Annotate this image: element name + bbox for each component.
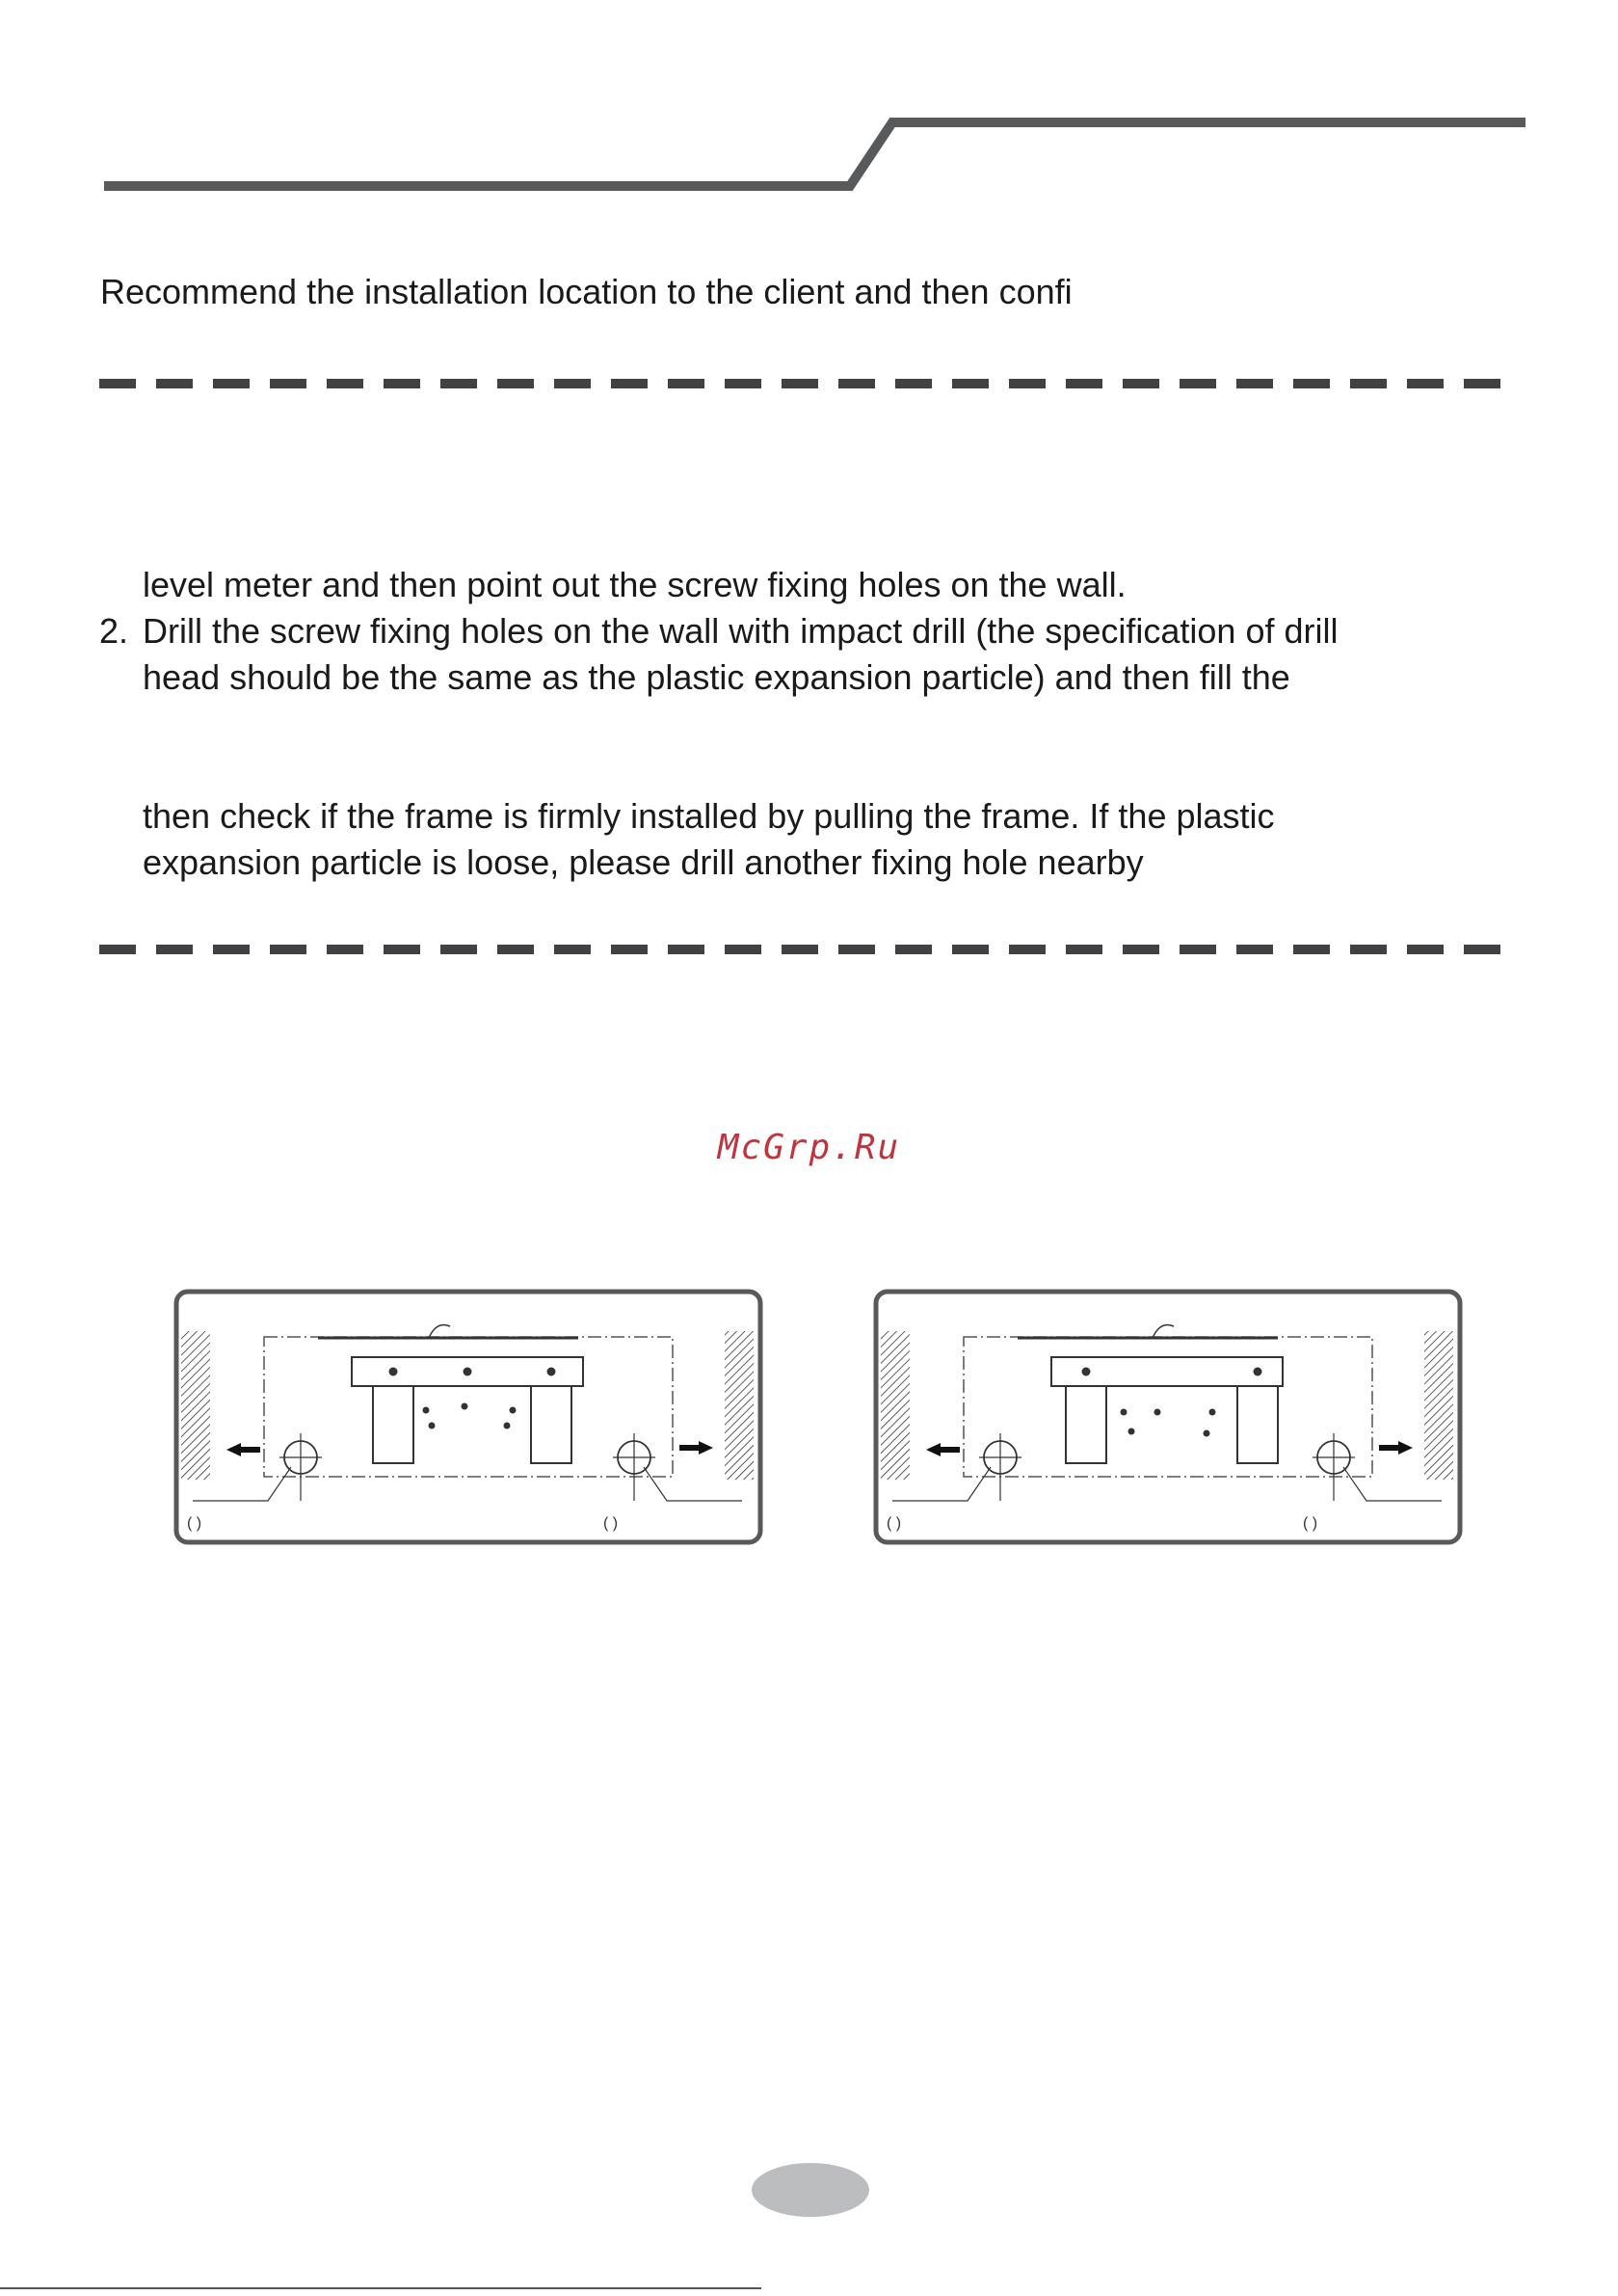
intro-text: Recommend the installation location to the client and then confi: [100, 272, 1073, 311]
wall-right-icon: [725, 1331, 754, 1480]
figure-right-label-right: ( ): [1303, 1515, 1318, 1532]
figure-right-installation-diagram: [873, 1289, 1463, 1545]
dashed-divider-top: [99, 379, 1516, 388]
step2-line1: Drill the screw fixing holes on the wall with impact drill (the specification of drill: [143, 611, 1339, 651]
step3-line2: expansion particle is loose, please drill another fixing hole nearby: [143, 842, 1144, 882]
dashed-divider-bottom: [99, 945, 1516, 954]
page-number-oval: [752, 2163, 869, 2217]
step2-line2: head should be the same as the plastic expansion particle) and then fill the: [143, 657, 1290, 697]
footer-rule: [0, 2287, 761, 2289]
figure-left-label-right: ( ): [603, 1515, 619, 1532]
wall-left-icon: [181, 1331, 210, 1480]
figure-right-label-left: ( ): [887, 1515, 902, 1532]
wall-right-icon: [1424, 1331, 1453, 1480]
figure-left-label-left: ( ): [187, 1515, 202, 1532]
step2-number: 2.: [99, 611, 129, 651]
header-rule: [0, 0, 1618, 212]
figure-left-installation-diagram: [173, 1289, 763, 1545]
step1-continuation: level meter and then point out the screw fixing holes on the wall.: [143, 565, 1127, 604]
step3-line1: then check if the frame is firmly installed by pulling the frame. If the plastic: [143, 796, 1275, 836]
watermark: McGrp.Ru: [717, 1128, 901, 1167]
wall-left-icon: [881, 1331, 910, 1480]
